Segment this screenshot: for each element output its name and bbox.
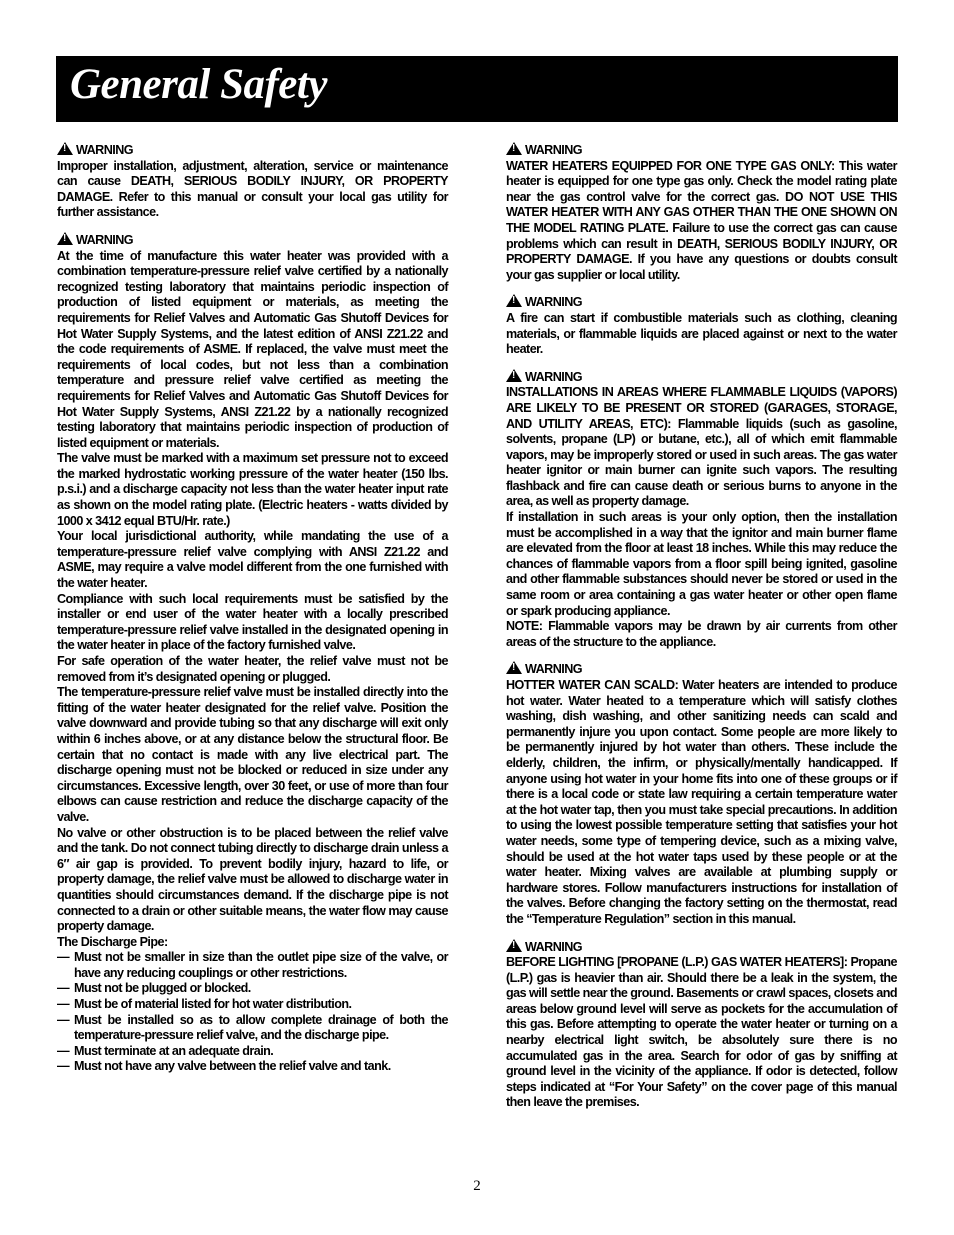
right-column (506, 142, 897, 1122)
paragraph: No valve or other obstruction is to be placed between the relief valve and the tank. Do not connect tubing directly to discharge drain unless a 6″ air gap is provided. To prevent bodily injury, hazard to life, or property damage, the relief valve must be allowed to discharge water in quantities should circumstances demand. If the discharge pipe is not connected to a drain or other suitable means, the water flow may cause property damage. (57, 825, 448, 934)
warning-triangle-icon (506, 661, 522, 674)
warning-triangle-icon (57, 142, 73, 155)
list-item: — Must be of material listed for hot water distribution. (57, 997, 448, 1013)
paragraph: Your local jurisdictional authority, while mandating the use of a temperature-pressure relief valve complying with ANSI Z21.22 and ASME, may require a valve model different from the one furnished with the water heater. (57, 529, 448, 591)
warning-heading: !WARNING (506, 369, 897, 386)
paragraph: The valve must be marked with a maximum set pressure not to exceed the marked hydrostatic working pressure of the water heater (150 lbs. p.s.i.) and a discharge capacity not less than the water heater input rate as shown on the model rating plate. (Electric heaters - watts divided by 1000 x 3412 equal BTU/Hr. rate.) (57, 451, 448, 528)
warning-triangle-icon (57, 232, 73, 245)
warning-heading: !WARNING (506, 294, 897, 311)
warning-triangle-icon (506, 939, 522, 952)
warning-triangle-icon (506, 369, 522, 382)
paragraph: If installation in such areas is your only option, then the installation must be accomplished in a way that the ignitor and main burner flame are elevated from the floor at least 18 inches. While this may reduce the chances of flammable vapors from a floor spill being ignited, gasoline and other flammable substances should never be stored or used in the same room or area containing a gas water heater or other open flame or spark producing appliance. (506, 510, 897, 618)
note: NOTE: Flammable vapors may be drawn by air currents from other areas of the structure to the appliance. (506, 619, 897, 649)
warning-text: Improper installation, adjustment, alteration, service or maintenance can cause DEATH, SERIOUS BODILY INJURY, OR PROPERTY DAMAGE. Refer to this manual or consult your local gas utility for further assistance. (57, 158, 448, 220)
paragraph: Compliance with such local requirements must be satisfied by the installer or end user of the water heater with a locally prescribed temperature-pressure relief valve installed in the designated opening in the water heater in place of the factory furnished valve. (57, 591, 448, 653)
warning-section (506, 369, 897, 651)
warning-text: A fire can start if combustible materials such as clothing, cleaning materials, or flammable liquids are placed against or next to the water heater. (506, 310, 897, 357)
list-item: — Must not be plugged or blocked. (57, 981, 448, 997)
title-banner (56, 56, 898, 122)
warning-section (506, 142, 897, 283)
warning-heading: !WARNING (57, 142, 448, 159)
warning-section (57, 232, 448, 1075)
warning-section (506, 939, 897, 1112)
paragraph: For safe operation of the water heater, the relief valve must not be removed from it’s designated opening or plugged. (57, 654, 448, 684)
paragraph: At the time of manufacture this water heater was provided with a combination temperature-pressure relief valve certified by a nationally recognized testing laboratory that maintains periodic inspection of production of listed equipment or materials, as meeting the requirements for Relief Valves and Automatic Gas Shutoff Devices for Hot Water Supply Systems, and the latest edition of ANSI Z21.22 and the code requirements of ASME. If replaced, the valve must meet the requirements of local codes, but not less than a combination temperature and pressure relief valve certified as meeting the requirements for Relief Valves and Automatic Gas Shutoff Devices for Hot Water Supply Systems, ANSI Z21.22 by a nationally recognized testing laboratory that maintains periodic inspection of production of listed equipment or materials. (57, 248, 448, 450)
warning-triangle-icon (506, 294, 522, 307)
list-item: — Must be installed so as to allow complete drainage of both the temperature-pressure relief valve, and the discharge pipe. (57, 1013, 448, 1044)
warning-text: WATER HEATERS EQUIPPED FOR ONE TYPE GAS ONLY: This water heater is equipped for one type gas only. Check the model rating plate near the gas control valve for the correct gas. DO NOT USE THIS WATER HEATER WITH ANY GAS OTHER THAN THE ONE SHOWN ON THE MODEL RATING PLATE. Failure to use the correct gas can cause problems which can result in DEATH, SERIOUS BODILY INJURY, OR PROPERTY DAMAGE. If you have any questions or doubts consult your gas supplier or local utility. (506, 158, 897, 282)
warning-text: BEFORE LIGHTING [PROPANE (L.P.) GAS WATER HEATERS]: Propane (L.P.) gas is heavier than air. Should there be a leak in the system, the gas will settle near the ground. Basements or crawl spaces, closets and areas below ground level will serve as pockets for the accumulation of this gas. Before attempting to operate the water heater or turning on a nearby electrical light switch, be absolutely sure there is no accumulated gas in the area. Search for odor of gas by sniffing at ground level in the vicinity of the appliance. If odor is detected, follow steps indicated at “For Your Safety” on the cover page of this manual then leave the premises. (506, 955, 897, 1110)
warning-heading: !WARNING (506, 939, 897, 956)
discharge-pipe-heading: The Discharge Pipe: (57, 934, 168, 949)
warning-heading: !WARNING (57, 232, 448, 249)
left-column (57, 142, 448, 1086)
warning-heading: !WARNING (506, 142, 897, 159)
list-item: — Must terminate at an adequate drain. (57, 1044, 448, 1060)
warning-heading: !WARNING (506, 661, 897, 678)
warning-section (57, 142, 448, 221)
paragraph: The temperature-pressure relief valve must be installed directly into the fitting of the water heater designated for the relief valve. Position the valve downward and provide tubing so that any discharge will exit only within 6 inches above, or at any distance below the structural floor. Be certain that no contact is made with any live electrical part. The discharge opening must not be blocked or reduced in size under any circumstances. Excessive length, over 30 feet, or use of more than four elbows can cause restriction and reduce the discharge capacity of the valve. (57, 685, 448, 824)
warning-text: HOTTER WATER CAN SCALD: Water heaters are intended to produce hot water. Water heated to a temperature which will satisfy clothes washing, dish washing, and other sanitizing needs can scald and permanently injure you upon contact. Some people are more likely to be permanently injured by hot water than others. These include the elderly, children, the infirm, or physically/mentally handicapped. If anyone using hot water in your home fits into one of these groups or if there is a local code or state law requiring a certain temperature water at the hot water tap, then you must take special precautions. In addition to using the lowest possible temperature setting that satisfies your hot water needs, some type of tempering device, such as a mixing valve, should be used at the hot water taps used by these people or at the water heater. Mixing valves are available at plumbing supply or hardware stores. Follow manufacturers instructions for installation of the valves. Before changing the factory setting on the thermostat, read the “Temperature Regulation” section in this manual. (506, 678, 897, 926)
paragraph: INSTALLATIONS IN AREAS WHERE FLAMMABLE LIQUIDS (VAPORS) ARE LIKELY TO BE PRESENT OR STORED (GARAGES, STORAGE, AND UTILITY AREAS, ETC): Flammable liquids (such as gasoline, solvents, propane (LP) or butane, etc.), all of which emit flammable vapors, may be improperly stored or used in such areas. The gas water heater ignitor or main burner can ignite such vapors. The resulting flashback and fire can cause death or serious burns to anyone in the area, as well as property damage. (506, 385, 897, 509)
list-item: — Must not have any valve between the relief valve and tank. (57, 1059, 448, 1075)
warning-triangle-icon (506, 142, 522, 155)
list-item: — Must not be smaller in size than the outlet pipe size of the valve, or have any reducing couplings or other restrictions. (57, 950, 448, 981)
page-number: 2 (473, 1178, 481, 1194)
page-title: General Safety (70, 61, 327, 108)
warning-section (506, 661, 897, 927)
warning-section (506, 294, 897, 357)
